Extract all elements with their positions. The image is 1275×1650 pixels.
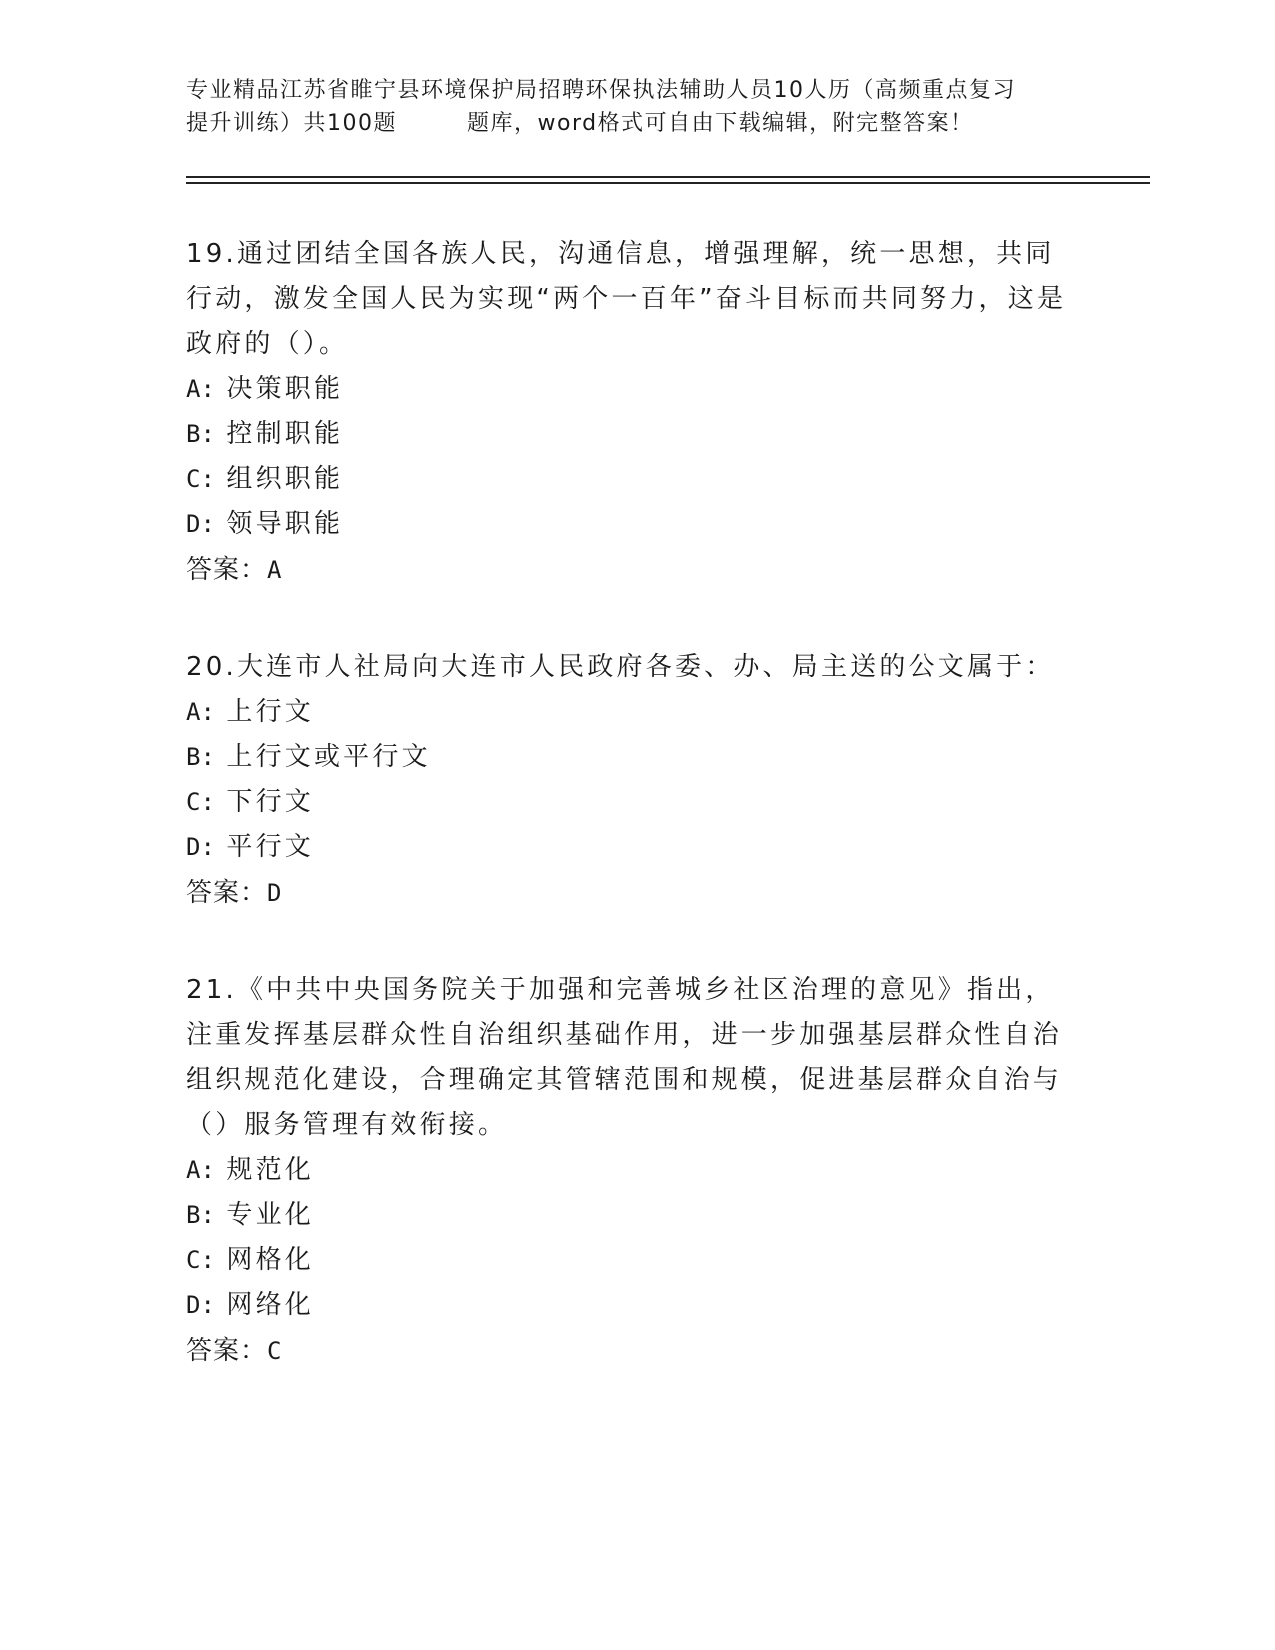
option-text: 专业化 [226,1200,314,1230]
option-letter: B: [186,420,215,448]
question-stem: 21.《中共中央国务院关于加强和完善城乡社区治理的意见》指出，注重发挥基层群众性自治组织基础作用，进一步加强基层群众性自治组织规范化建设，合理确定其管辖范围和规模，促进基层群众自治与（）服务管理有效衔接。 [186,975,1063,1140]
header-line-2-part-2: 题库，word格式可自由下载编辑，附完整答案！ [467,111,974,136]
option-d [186,502,1076,547]
option-text: 组织职能 [226,464,344,494]
option-letter: A: [186,375,215,403]
answer [186,1328,1076,1374]
option-text: 规范化 [226,1155,314,1185]
option-a [186,690,1076,735]
option-d [186,1283,1076,1328]
answer-value: D [267,879,283,907]
option-text: 领导职能 [226,509,344,539]
header-line-2-part-1: 提升训练）共100题 [186,111,397,136]
question-21 [186,968,1076,1374]
option-c [186,780,1076,825]
header-divider-bottom [186,182,1150,184]
option-letter: C: [186,1246,215,1274]
option-b [186,735,1076,780]
header-line-2 [186,107,1086,140]
option-letter: A: [186,1156,215,1184]
option-letter: B: [186,743,215,771]
question-19 [186,232,1076,593]
option-c [186,457,1076,502]
header-divider-top [186,176,1150,178]
header-line-1: 专业精品江苏省睢宁县环境保护局招聘环保执法辅助人员10人历（高频重点复习 [186,78,1016,103]
option-c [186,1238,1076,1283]
question-list [186,232,1076,1426]
document-header [186,74,1086,140]
option-letter: D: [186,833,215,861]
option-letter: C: [186,465,215,493]
answer-label: 答案： [186,878,268,908]
question-20 [186,645,1076,916]
option-text: 上行文或平行文 [226,742,431,772]
answer [186,547,1076,593]
option-letter: D: [186,1291,215,1319]
option-a [186,1148,1076,1193]
option-text: 网格化 [226,1245,314,1275]
option-text: 下行文 [226,787,314,817]
option-b [186,1193,1076,1238]
answer [186,870,1076,916]
option-text: 上行文 [226,697,314,727]
answer-label: 答案： [186,1336,268,1366]
option-a [186,367,1076,412]
option-letter: C: [186,788,215,816]
option-d [186,825,1076,870]
option-letter: A: [186,698,215,726]
question-stem: 20.大连市人社局向大连市人民政府各委、办、局主送的公文属于： [186,652,1055,682]
option-letter: B: [186,1201,215,1229]
option-text: 网络化 [226,1290,314,1320]
answer-label: 答案： [186,555,268,585]
answer-value: C [267,1337,283,1365]
answer-value: A [267,556,283,584]
option-letter: D: [186,510,215,538]
option-b [186,412,1076,457]
option-text: 控制职能 [226,419,344,449]
option-text: 决策职能 [226,374,344,404]
question-stem: 19.通过团结全国各族人民，沟通信息，增强理解，统一思想，共同行动，激发全国人民为实现“两个一百年”奋斗目标而共同努力，这是政府的（）。 [186,239,1067,359]
option-text: 平行文 [226,832,314,862]
